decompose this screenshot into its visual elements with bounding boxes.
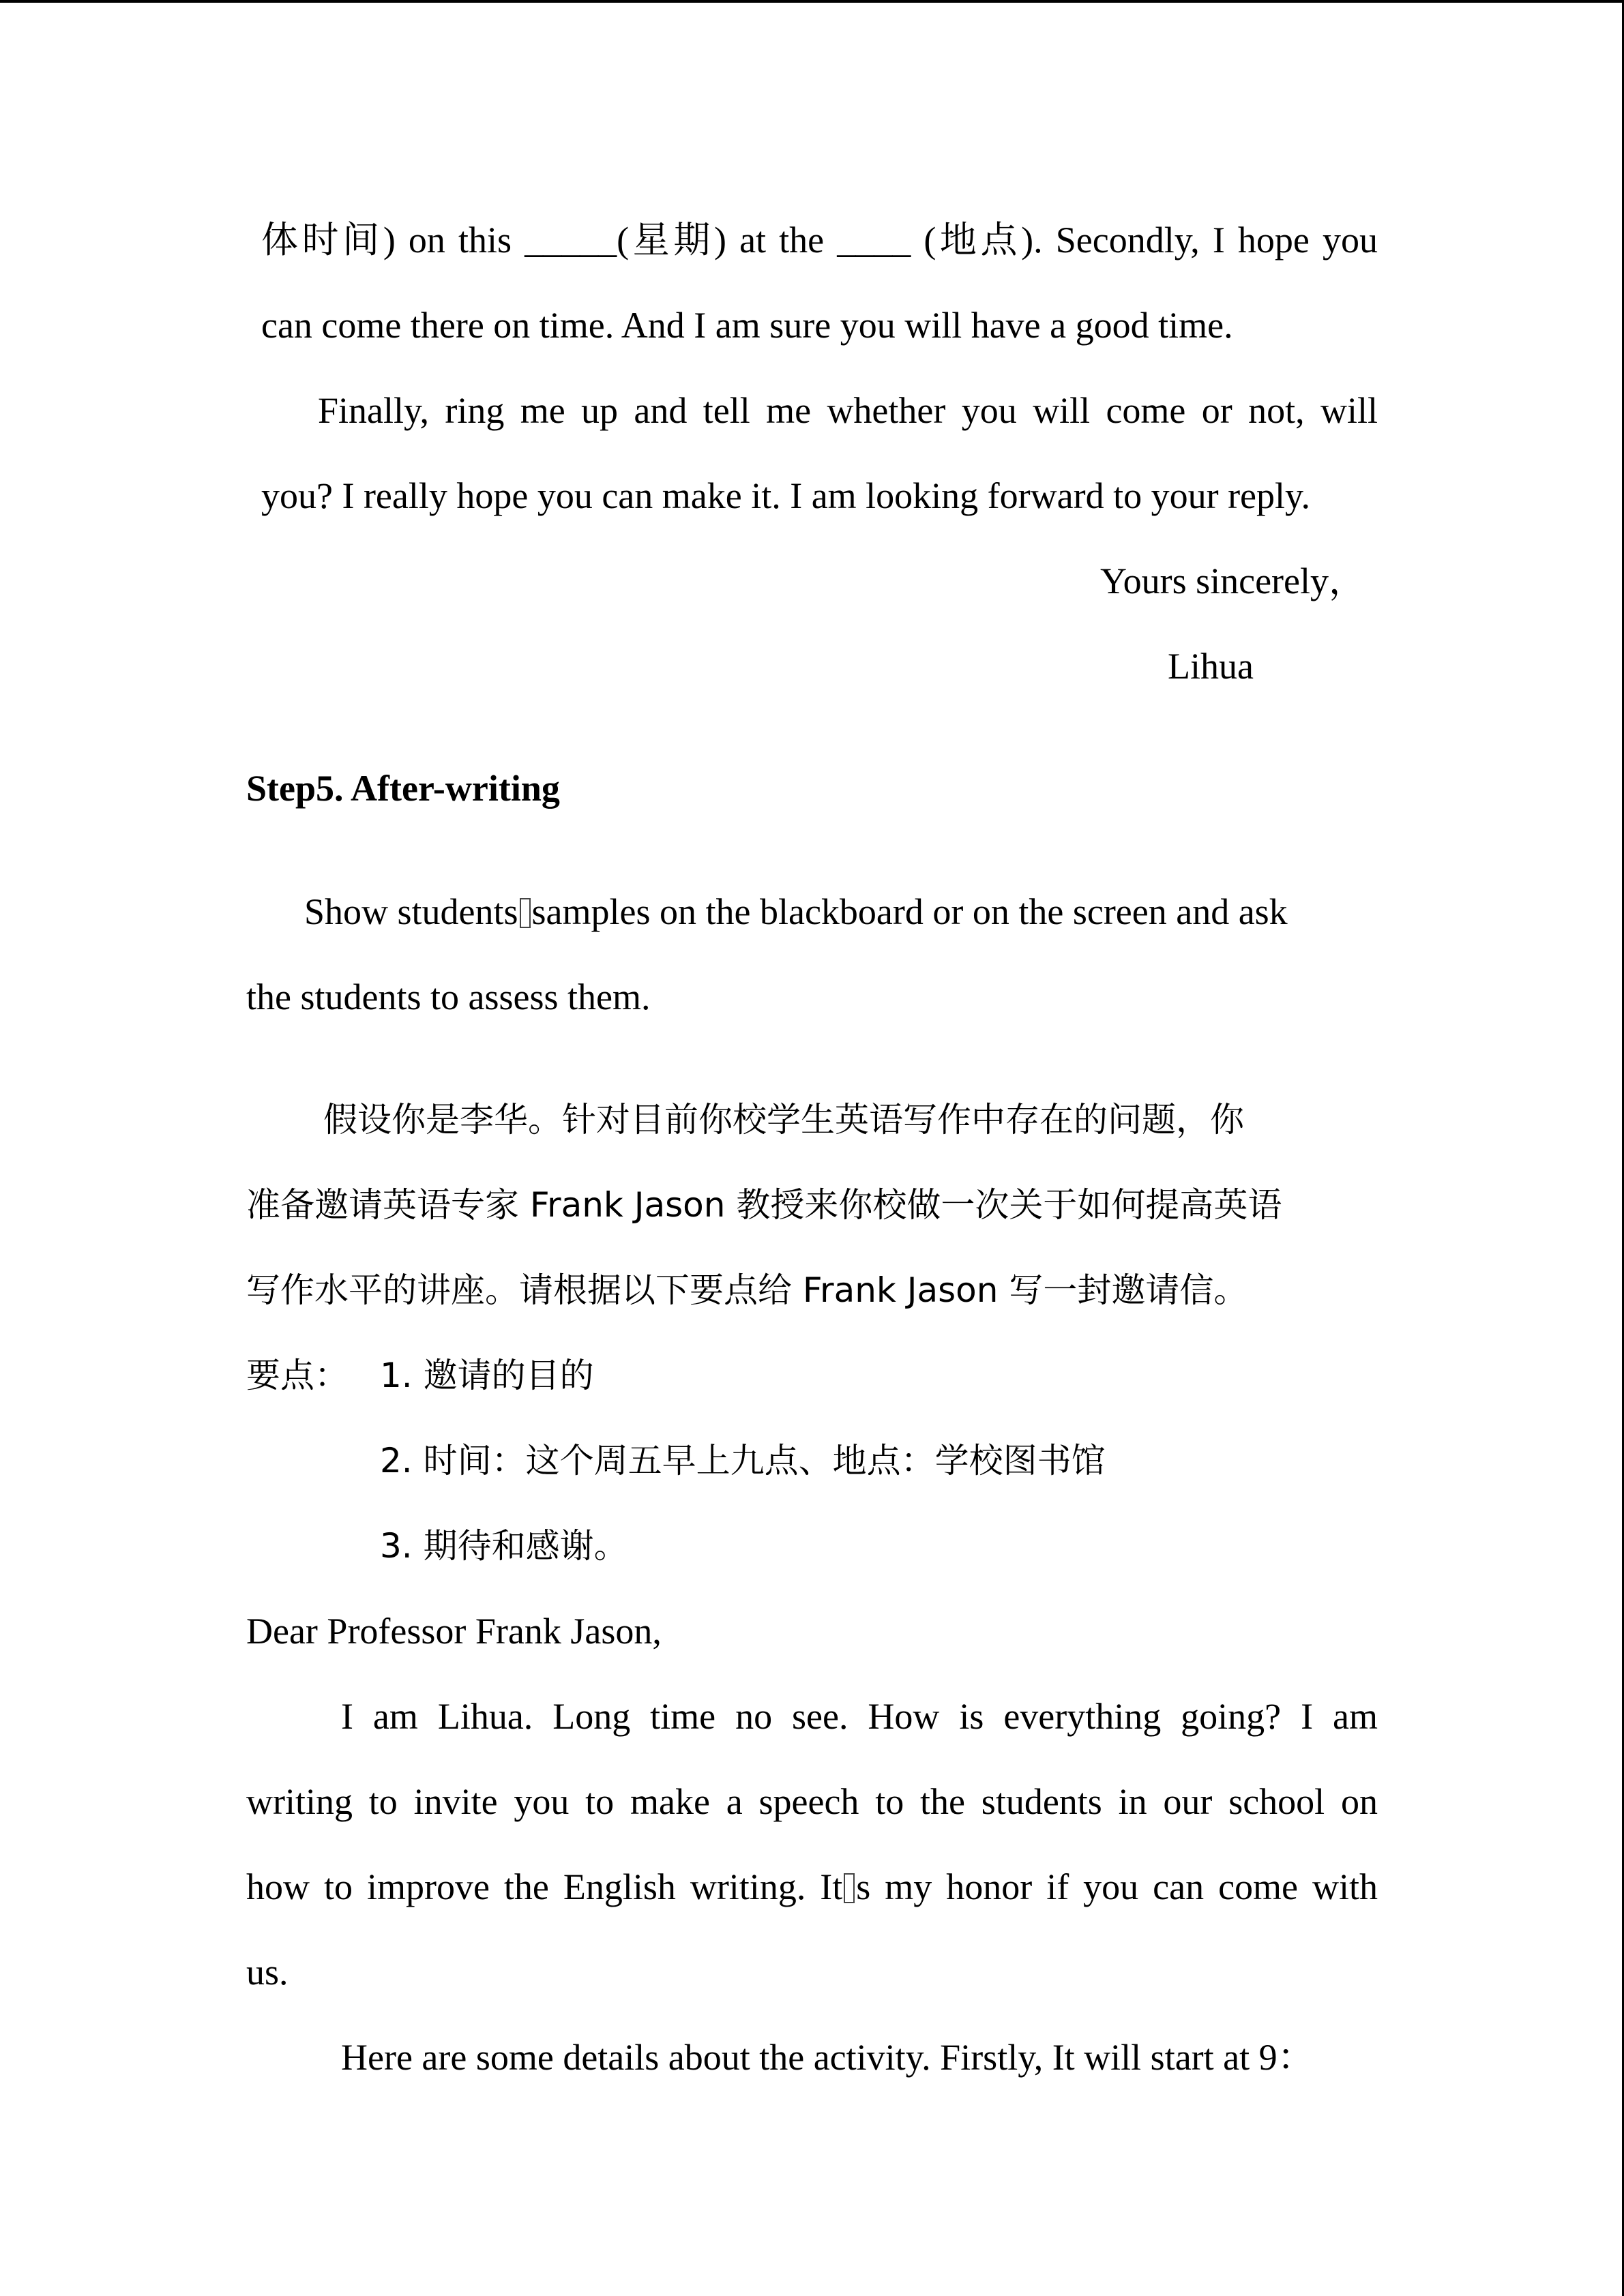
letter1-closing: Yours sincerely， — [1100, 561, 1365, 601]
task-line-2: 准备邀请英语专家 Frank Jason 教授来你校做一次关于如何提高英语 — [246, 1185, 1282, 1225]
page-top-border — [0, 0, 1624, 3]
letter1-line-1: 体时间) on this _____(星期) at the ____ (地点). Secondly, I hope you — [261, 220, 1378, 260]
letter2-para1-line-3-a: how to improve the English writing. It — [246, 1866, 843, 1907]
letter2-para1-line-3 — [246, 1865, 1378, 1909]
letter2-para1-line-3-b: s my honor if you can come with — [856, 1866, 1378, 1907]
letter1-line-4: you? I really hope you can make it. I am looking forward to your reply. — [261, 475, 1311, 516]
letter1-line-2: can come there on time. And I am sure you will have a good time. — [261, 305, 1233, 346]
step5-heading: Step5. After-writing — [246, 768, 560, 809]
letter2-salutation: Dear Professor Frank Jason, — [246, 1611, 662, 1652]
task-line-1: 假设你是李华。针对目前你校学生英语写作中存在的问题，你 — [323, 1100, 1244, 1139]
letter2-para1-line-1: I am Lihua. Long time no see. How is everything going? I am — [341, 1696, 1378, 1737]
letter2-para1-line-2: writing to invite you to make a speech to the students in our school on — [246, 1781, 1378, 1822]
step5-line-1-a: Show students — [304, 891, 518, 932]
task-point-2: 2. 时间：这个周五早上九点、地点：学校图书馆 — [380, 1441, 1106, 1480]
letter2-para1-line-4: us. — [246, 1952, 289, 1993]
step5-line-1 — [304, 890, 1288, 934]
step5-line-1-b: samples on the blackboard or on the screen and ask — [531, 891, 1288, 932]
missing-glyph-box — [520, 898, 531, 928]
missing-glyph-box — [844, 1873, 855, 1903]
letter1-signature: Lihua — [1168, 646, 1254, 687]
letter1-line-3: Finally, ring me up and tell me whether you will come or not, will — [318, 390, 1378, 431]
task-point-1: 1. 邀请的目的 — [380, 1356, 594, 1395]
letter2-para2-line-1: Here are some details about the activity. Firstly, It will start at 9： — [341, 2037, 1314, 2078]
step5-line-2: the students to assess them. — [246, 976, 651, 1017]
task-line-3: 写作水平的讲座。请根据以下要点给 Frank Jason 写一封邀请信。 — [246, 1270, 1248, 1310]
task-point-3: 3. 期待和感谢。 — [380, 1526, 628, 1566]
task-points-label: 要点： — [246, 1356, 349, 1395]
